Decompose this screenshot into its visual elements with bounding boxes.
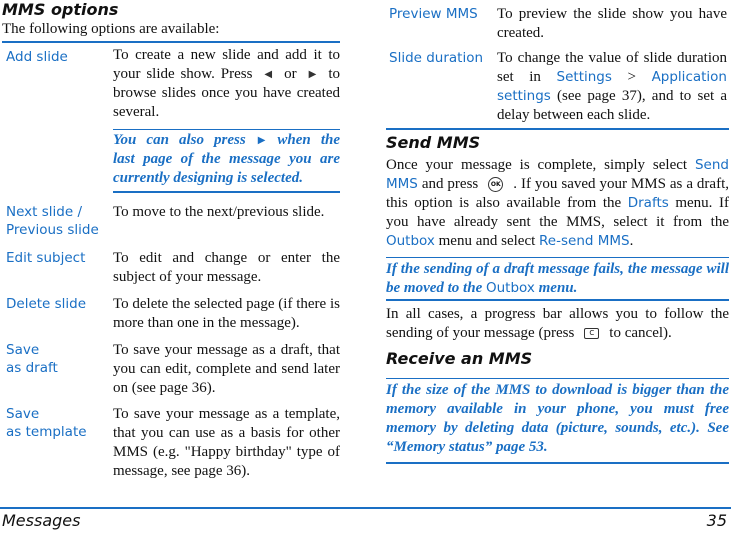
note-rule-bottom <box>113 191 340 193</box>
term-edit-subject: Edit subject <box>6 250 86 266</box>
send-note: If the sending of a draft message fails, the message will be moved to the Outbox menu. <box>386 261 729 296</box>
ok-key-icon: OK <box>488 177 503 192</box>
receive-note-rule-top <box>386 378 729 379</box>
send-paragraph: Once your message is complete, simply select Send MMS and press OK . If you saved your MMS as a draft, this option is also available from the Drafts menu. If you have already sent the MMS, select it from the Outbox menu and select Re-send MMS. <box>386 157 729 249</box>
desc-save-as-draft: To save your message as a draft, that you can edit, complete and send later on (see page 36). <box>113 342 340 396</box>
desc-slide-duration: To change the value of slide duration set in Settings > Application settings (see page 37), and to set a delay between each slide. <box>497 50 727 123</box>
section-heading-mms-options: MMS options <box>2 0 119 19</box>
top-rule <box>2 41 340 43</box>
term-add-slide: Add slide <box>6 49 68 65</box>
c-key-icon: C <box>584 328 599 339</box>
desc-next-previous-slide: To move to the next/previous slide. <box>113 204 325 220</box>
term-delete-slide: Delete slide <box>6 296 87 312</box>
left-arrow-icon: ◀ <box>264 69 273 81</box>
section-heading-receive-mms: Receive an MMS <box>386 349 533 368</box>
term-slide-duration: Slide duration <box>389 50 484 66</box>
right-arrow-icon: ▶ <box>308 69 317 81</box>
right-top-rule <box>386 128 729 130</box>
receive-note-rule-bottom <box>386 462 729 464</box>
receive-note: If the size of the MMS to download is bigger than the memory available in your phone, you must free memory by deleting data (picture, sounds, etc.). See “Memory status” page 53. <box>386 382 729 455</box>
term-preview-mms: Preview MMS <box>389 6 478 22</box>
term-save-as-template: Save as template <box>6 406 87 440</box>
desc-edit-subject: To edit and change or enter the subject of your message. <box>113 250 340 285</box>
right-arrow-icon: ▶ <box>257 135 266 147</box>
desc-save-as-template: To save your message as a template, that you can use as a basis for other MMS (e.g. "Happy birthday" type of message, see page 36). <box>113 406 340 479</box>
note-rule-top <box>113 129 340 130</box>
footer-section-title: Messages <box>2 511 81 530</box>
progress-paragraph: In all cases, a progress bar allows you to follow the sending of your message (press C to cancel). <box>386 306 729 341</box>
send-note-rule-bottom <box>386 299 729 301</box>
desc-delete-slide: To delete the selected page (if there is more than one in the message). <box>113 296 340 331</box>
section-heading-send-mms: Send MMS <box>386 133 481 152</box>
desc-add-slide: To create a new slide and add it to your slide show. Press ◀ or ▶ to browse slides once you have created several. <box>113 47 340 121</box>
note-add-slide: You can also press ▶ when the last page of the message you are currently designing is selected. <box>113 132 340 187</box>
term-save-as-draft: Save as draft <box>6 342 58 376</box>
intro-text: The following options are available: <box>2 21 220 37</box>
desc-preview-mms: To preview the slide show you have created. <box>497 6 727 41</box>
send-note-rule-top <box>386 257 729 258</box>
footer-rule <box>0 507 731 509</box>
term-next-previous-slide: Next slide / Previous slide <box>6 204 99 238</box>
page-number: 35 <box>706 511 727 530</box>
